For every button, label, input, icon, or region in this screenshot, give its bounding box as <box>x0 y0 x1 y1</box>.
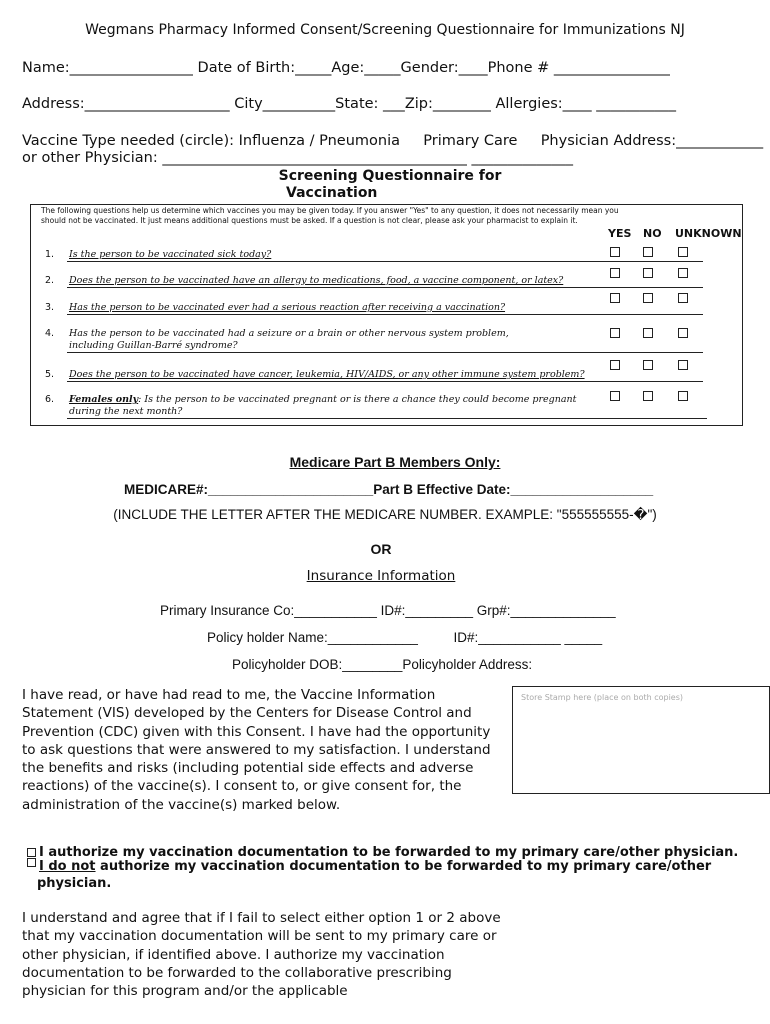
q3-yes-checkbox[interactable] <box>610 293 620 303</box>
q5-unknown-checkbox[interactable] <box>678 360 688 370</box>
medicare-note: (INCLUDE THE LETTER AFTER THE MEDICARE NUMBER. EXAMPLE: "555555555-�") <box>113 507 657 522</box>
insurance-row-1 <box>160 603 616 618</box>
col-yes: YES <box>608 227 632 240</box>
q2-unknown-checkbox[interactable] <box>678 268 688 278</box>
q4-no-checkbox[interactable] <box>643 328 653 338</box>
address-field[interactable]: Address:____________________ <box>22 96 230 112</box>
authorize-option: I authorize my vaccination documentation to be forwarded to my primary care/other physician. <box>39 845 739 860</box>
questionnaire-intro: The following questions help us determine which vaccines you may be given today. If you answer "Yes" to any question, it does not necessarily mean you should not be vaccinated. It just means additional questions must be asked. If a question is not clear, please ask your pharmacist to explain it. <box>41 206 619 225</box>
do-not-authorize-option: I do not authorize my vaccination documentation to be forwarded to my primary care/other <box>39 859 712 874</box>
q1-no-checkbox[interactable] <box>643 247 653 257</box>
or-divider: OR <box>370 541 392 557</box>
dob-field[interactable]: Date of Birth:_____ <box>197 60 332 76</box>
store-stamp-box <box>512 686 770 794</box>
q5-yes-checkbox[interactable] <box>610 360 620 370</box>
col-unknown: UNKNOWN <box>675 227 742 240</box>
form-title: Wegmans Pharmacy Informed Consent/Screening Questionnaire for Immunizations NJ <box>85 22 685 38</box>
col-no: NO <box>643 227 662 240</box>
q6-no-checkbox[interactable] <box>643 391 653 401</box>
vaccine-row <box>22 133 763 149</box>
allergies-field[interactable]: Allergies:____ ___________ <box>495 96 677 112</box>
q3-unknown-checkbox[interactable] <box>678 293 688 303</box>
policy-holder-name-field[interactable]: Policy holder Name:____________ <box>207 630 418 645</box>
footer-statement: I understand and agree that if I fail to select either option 1 or 2 above that my vaccination documentation will be sent to my primary care or other physician, if identified above. I authorize my vaccination documentation to be forwarded to the collaborative prescribing physician for this program and/or the applicable <box>22 910 501 1000</box>
insurance-row-3 <box>232 657 532 672</box>
zip-field[interactable]: Zip:________ <box>404 96 491 112</box>
questionnaire-heading: Screening Questionnaire for Vaccination <box>278 168 502 201</box>
policyholder-address-field[interactable]: Policyholder Address: <box>402 657 533 672</box>
policy-holder-id-field[interactable]: ID#:___________ _____ <box>453 630 603 645</box>
gender-field[interactable]: Gender:____ <box>400 60 488 76</box>
vaccine-type-field[interactable]: Vaccine Type needed (circle): Influenza / Pneumonia <box>22 133 401 149</box>
age-field[interactable]: Age:_____ <box>331 60 401 76</box>
q4-unknown-checkbox[interactable] <box>678 328 688 338</box>
q3-no-checkbox[interactable] <box>643 293 653 303</box>
q5-no-checkbox[interactable] <box>643 360 653 370</box>
part-b-effective-field[interactable]: Part B Effective Date:___________________ <box>373 482 654 497</box>
consent-statement: I have read, or have had read to me, the Vaccine Information Statement (VIS) developed by the Centers for Disease Control and Prevention (CDC) given with this Consent. I have had the opportunity to ask questions that were answered to my satisfaction. I understand the benefits and risks (including potential side effects and adverse reactions) of the vaccine(s). I consent to, or give consent for, the administration of the vaccine(s) marked below. <box>22 687 491 813</box>
q2-yes-checkbox[interactable] <box>610 268 620 278</box>
q6-unknown-checkbox[interactable] <box>678 391 688 401</box>
q6-yes-checkbox[interactable] <box>610 391 620 401</box>
city-field[interactable]: City__________ <box>234 96 336 112</box>
state-field[interactable]: State: ___ <box>335 96 405 112</box>
name-field[interactable]: Name:_________________ <box>22 60 193 76</box>
phone-field[interactable]: Phone # ________________ <box>487 60 670 76</box>
authorize-checkbox[interactable] <box>27 848 36 857</box>
insurance-id-field[interactable]: ID#:_________ <box>380 603 473 618</box>
screening-questionnaire: The following questions help us determine which vaccines you may be given today. If you answer "Yes" to any question, it does not necessarily mean you should not be vaccinated. It just means additional questions must be asked. If a question is not clear, please ask your pharmacist to explain it. YES NO UNKNOWN 1. Is the person to be vaccinated sick today? 2. Does the person to be vaccinated have an allergy to medications, food, a vaccine component, or latex? 3. Has the person to be vaccinated ever had a serious reaction after receiving a vaccination? 4. Has the person to be vaccinated had a seizure or a brain or other nervous system problem, including Guillan-Barré syndrome? 5. Does the person to be vaccinated have cancer, leukemia, HIV/AIDS, or any other immune system problem? 6. Females only: Is the person to be vaccinated pregnant or is there a chance they could become pregnant during the next month? <box>30 204 743 426</box>
patient-row-2 <box>22 96 676 112</box>
do-not-authorize-checkbox[interactable] <box>27 858 36 867</box>
insurance-row-2 <box>207 630 602 645</box>
medicare-heading: Medicare Part B Members Only: <box>289 454 501 470</box>
primary-care-label: Primary Care <box>423 133 518 149</box>
q1-unknown-checkbox[interactable] <box>678 247 688 257</box>
other-physician-field[interactable]: or other Physician: __________________________________________ ______________ <box>22 150 573 166</box>
q1-yes-checkbox[interactable] <box>610 247 620 257</box>
insurance-grp-field[interactable]: Grp#:______________ <box>476 603 616 618</box>
physician-address-field[interactable]: Physician Address:____________ <box>540 133 764 149</box>
medicare-number-field[interactable]: MEDICARE#:______________________ <box>124 482 374 497</box>
insurance-heading: Insurance Information <box>306 568 456 584</box>
policyholder-dob-field[interactable]: Policyholder DOB:________ <box>232 657 403 672</box>
primary-insurance-field[interactable]: Primary Insurance Co:___________ <box>160 603 377 618</box>
do-not-authorize-option-line2: physician. <box>37 876 112 891</box>
store-stamp-label: Store Stamp here (place on both copies) <box>521 693 684 702</box>
patient-row-1 <box>22 60 670 76</box>
q2-no-checkbox[interactable] <box>643 268 653 278</box>
medicare-row <box>124 482 653 497</box>
q4-yes-checkbox[interactable] <box>610 328 620 338</box>
